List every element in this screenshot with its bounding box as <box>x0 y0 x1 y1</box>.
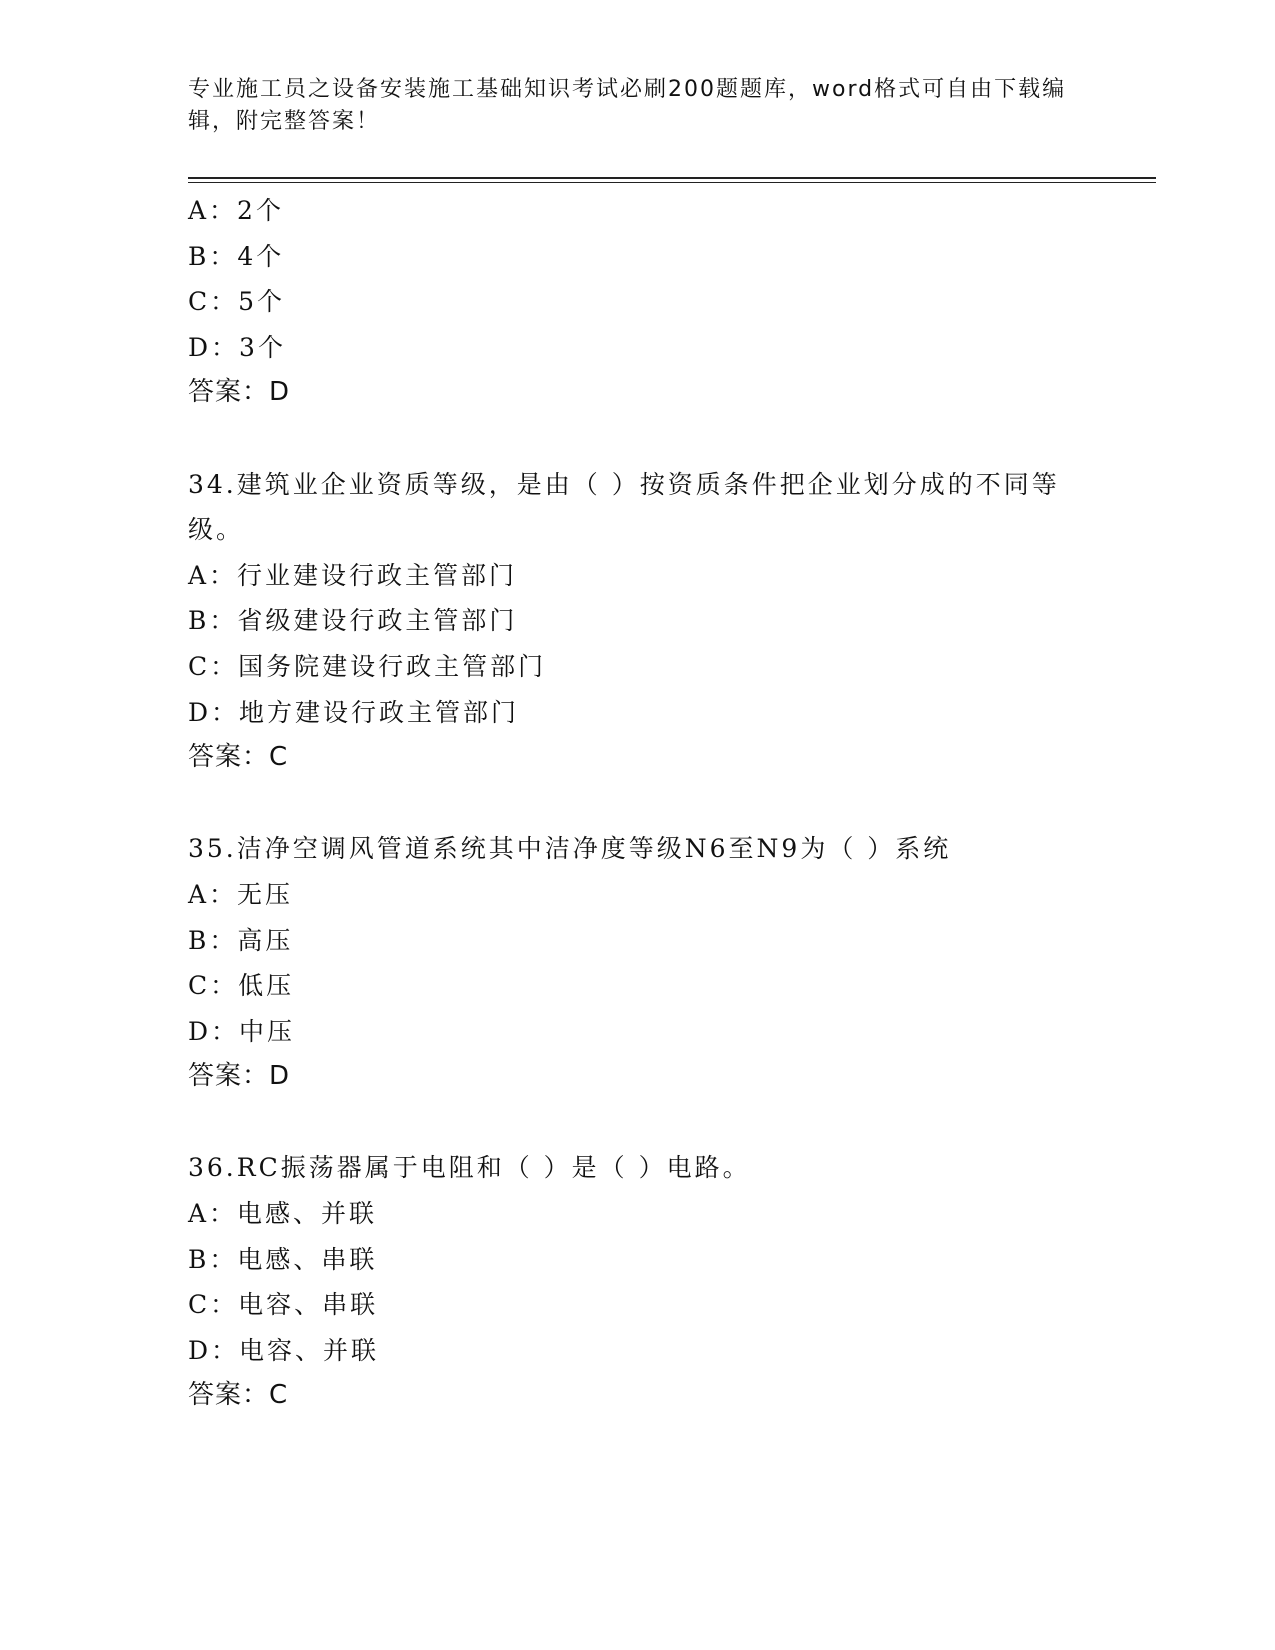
option-b: B：电感、串联 <box>188 1244 378 1274</box>
option-d: D：电容、并联 <box>188 1335 380 1365</box>
option-d: D：地方建设行政主管部门 <box>188 697 520 727</box>
option-b: B：省级建设行政主管部门 <box>188 606 518 636</box>
question-list <box>188 188 1118 1419</box>
answer: 答案：D <box>188 1061 291 1092</box>
option-c: C：国务院建设行政主管部门 <box>188 651 547 681</box>
answer: 答案：C <box>188 1380 289 1411</box>
question-stem: 34.建筑业企业资质等级，是由（ ）按资质条件把企业划分成的不同等级。 <box>188 469 1060 545</box>
option-a: A：行业建设行政主管部门 <box>188 560 518 590</box>
option-b: B：高压 <box>188 925 294 955</box>
option-b: B：4个 <box>188 241 285 271</box>
question-33-continued <box>188 188 1118 416</box>
question-34 <box>188 462 1118 781</box>
question-stem: 36.RC振荡器属于电阻和（ ）是（ ）电路。 <box>188 1153 751 1183</box>
option-a: A：无压 <box>188 879 294 909</box>
question-36 <box>188 1145 1118 1419</box>
answer: 答案：D <box>188 377 291 408</box>
option-c: C：低压 <box>188 971 295 1001</box>
header-divider <box>188 177 1156 179</box>
header-divider-thin <box>188 182 1156 183</box>
option-c: C：5个 <box>188 287 286 317</box>
option-c: C：电容、串联 <box>188 1290 379 1320</box>
option-d: D：中压 <box>188 1016 296 1046</box>
option-a: A：2个 <box>188 196 284 225</box>
answer: 答案：C <box>188 742 289 773</box>
question-35 <box>188 826 1118 1100</box>
option-a: A：电感、并联 <box>188 1199 378 1229</box>
question-stem: 35.洁净空调风管道系统其中洁净度等级N6至N9为（ ）系统 <box>188 834 952 864</box>
document-header: 专业施工员之设备安装施工基础知识考试必刷200题题库，word格式可自由下载编辑，附完整答案！ <box>188 77 1067 134</box>
option-d: D：3个 <box>188 332 286 362</box>
